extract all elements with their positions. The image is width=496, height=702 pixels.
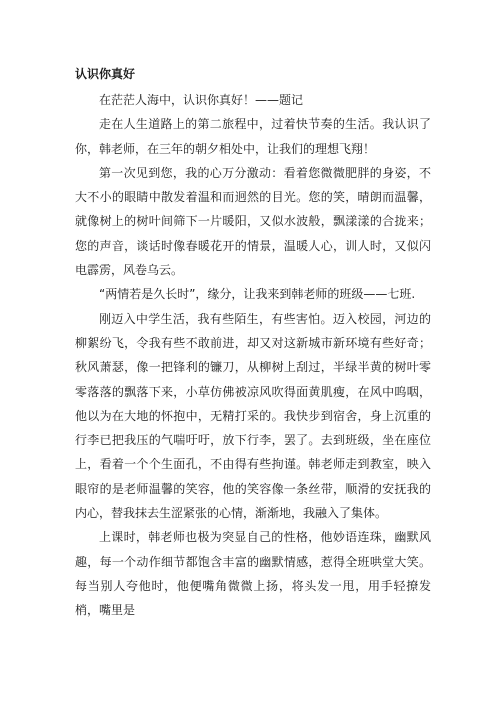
body-paragraph: “两情若是久长时”，缘分，让我来到韩老师的班级——七班.: [99, 287, 416, 302]
document-title: 认识你真好: [75, 67, 136, 81]
body-paragraph: 走在人生道路上的第二旅程中，过着快节奏的生活。我认识了你，韩老师，在三年的朝夕相处中，让我们的理想飞翔！: [75, 117, 431, 156]
document-page: [75, 62, 431, 623]
epigraph-paragraph: 在茫茫人海中，认识你真好！——题记: [99, 93, 304, 107]
body-paragraph: 刚迈入中学生活，我有些陌生，有些害怕。迈入校园，河边的柳絮纷飞，令我有些不敢前进，却又对这新城市新环境有些好奇；秋风萧瑟，像一把锋利的镰刀，从柳树上刮过，半绿半黄的树叶零零落落的飘落下来，小草仿佛被凉风吹得面黄肌瘦，在风中呜咽，他以为在大地的怀抱中，无精打采的。我快步到宿舍，身上沉重的行李已把我压的气喘吁吁，放下行李，罢了。去到班级，坐在座位上，看着一个个生面孔，不由得有些拘谨。韩老师走到教室，映入眼帘的是老师温馨的笑容，他的笑容像一条丝带，顺滑的安抚我的内心，替我抹去生涩紧张的心情，渐渐地，我融入了集体。: [75, 311, 431, 521]
body-paragraph: 第一次见到您，我的心万分激动：看着您微微肥胖的身姿，不大不小的眼睛中散发着温和而迥然的目光。您的笑，晴朗而温馨，就像树上的树叶间筛下一片暖阳，又似水波般，飘漾漾的合拢来；您的声音，谈话时像春暖花开的情景，温暖人心，训人时，又似闪电霹雳，风卷乌云。: [75, 165, 431, 278]
body-paragraph: 上课时，韩老师也极为突显自己的性格，他妙语连珠，幽默风趣，每一个动作细节都饱含丰富的幽默情感，惹得全班哄堂大笑。每当别人夸他时，他便嘴角微微上扬，将头发一甩，用手轻撩发梢，嘴里是: [75, 530, 431, 618]
